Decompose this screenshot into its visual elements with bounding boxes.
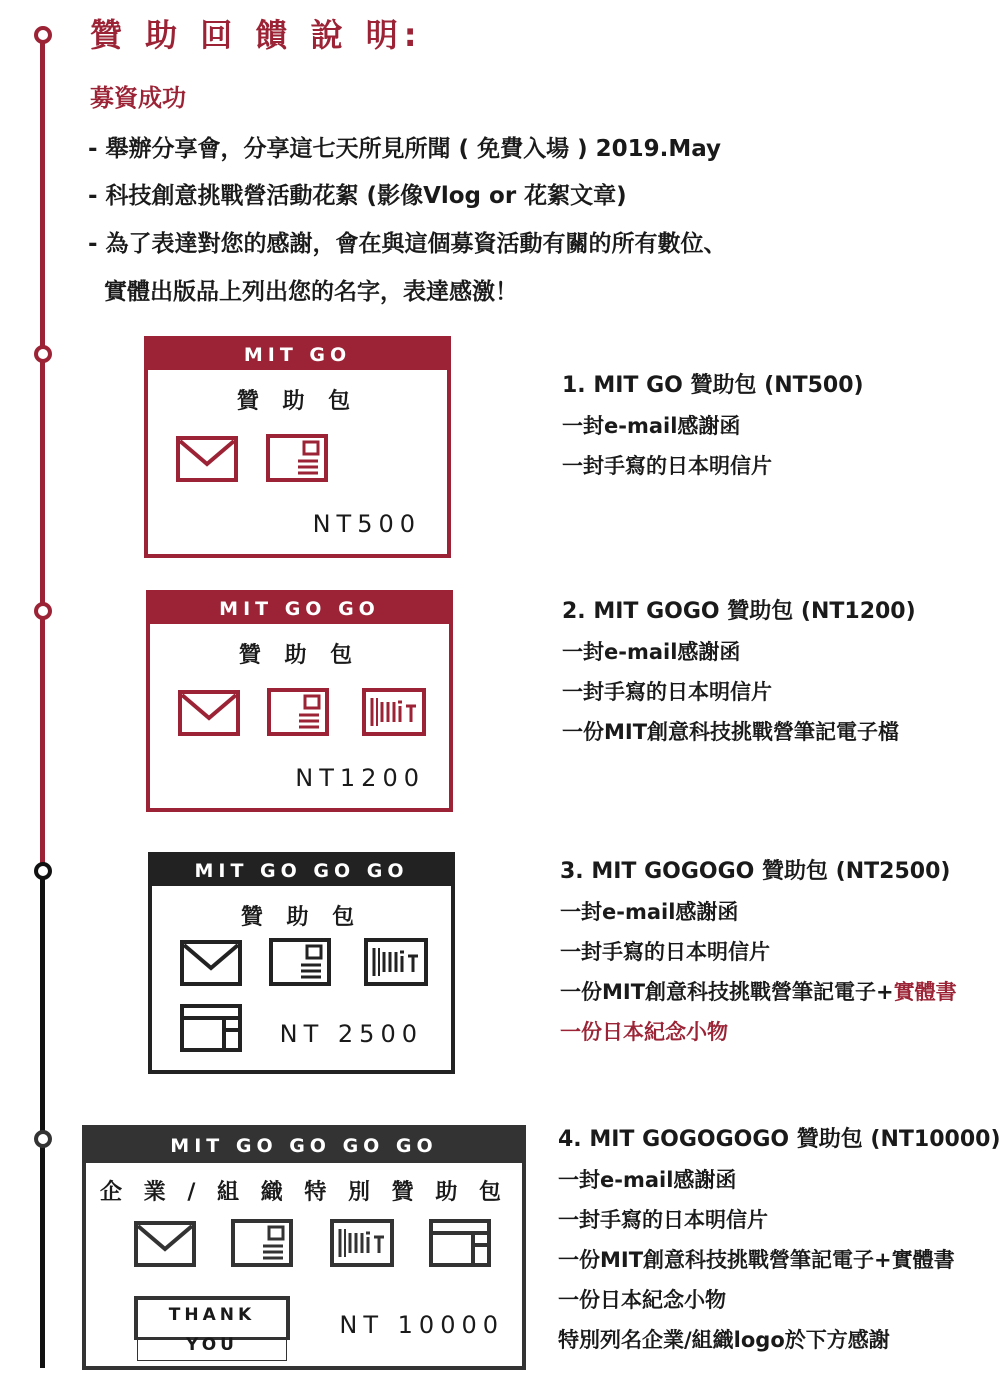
package-price: NT1200	[295, 764, 425, 792]
package-item-part: 一份MIT創意科技挑戰營筆記電子+	[560, 980, 894, 1004]
package-item-highlight: 實體書	[893, 980, 957, 1004]
envelope-icon	[176, 436, 238, 482]
package-card-mit-gogogo	[148, 852, 455, 1074]
timeline-node	[34, 862, 52, 880]
package-item: 一封e-mail感謝函	[562, 414, 741, 438]
package-item: 一封e-mail感謝函	[560, 900, 739, 924]
package-item: 一份日本紀念小物	[558, 1288, 726, 1312]
package-price: NT 10000	[339, 1311, 504, 1339]
page-title: 贊 助 回 饋 說 明:	[90, 16, 423, 54]
package-item: 一封手寫的日本明信片	[560, 940, 770, 964]
envelope-icon	[178, 690, 240, 736]
bullet-item: 實體出版品上列出您的名字，表達感激！	[104, 279, 518, 305]
package-title: 2. MIT GOGO 贊助包 (NT1200)	[562, 599, 916, 624]
package-price: NT 2500	[279, 1020, 423, 1048]
package-sub: 企 業 / 組 織 特 別 贊 助 包	[100, 1180, 508, 1205]
timeline-node	[34, 345, 52, 363]
package-item: 一封手寫的日本明信片	[562, 680, 772, 704]
timeline-red-segment	[40, 36, 45, 872]
bullet-item: - 科技創意挑戰營活動花絮 (影像Vlog or 花絮文章)	[88, 183, 627, 209]
package-head: MIT GO GO	[150, 594, 449, 624]
postcard-icon	[231, 1219, 293, 1267]
bullet-item: - 舉辦分享會，分享這七天所見所聞 ( 免費入場 ) 2019.May	[88, 136, 722, 162]
package-item	[560, 976, 957, 1006]
package-head: MIT GO GO GO	[152, 856, 451, 886]
postcard-icon	[266, 434, 328, 482]
mit-notebook-icon	[330, 1219, 394, 1267]
package-item: 特別列名企業/組織logo於下方感謝	[558, 1328, 890, 1352]
timeline-node	[34, 1130, 52, 1148]
thank-you-badge	[134, 1296, 290, 1355]
package-head: MIT GO GO GO GO	[86, 1129, 522, 1163]
souvenir-icon	[180, 1004, 242, 1052]
package-item-highlight: 一份日本紀念小物	[560, 1020, 728, 1044]
package-item: 一封手寫的日本明信片	[562, 454, 772, 478]
envelope-icon	[134, 1221, 196, 1267]
package-card-mit-go	[144, 336, 451, 558]
timeline-node	[34, 602, 52, 620]
thank-you-label: THANK YOU	[137, 1299, 287, 1361]
package-sub: 贊 助 包	[236, 389, 359, 414]
package-item: 一份MIT創意科技挑戰營筆記電子+實體書	[558, 1248, 955, 1272]
package-card-mit-gogogogo	[82, 1125, 526, 1370]
bullet-item: - 為了表達對您的感謝，會在與這個募資活動有關的所有數位、	[88, 231, 727, 257]
package-price: NT500	[312, 510, 421, 538]
package-card-mit-gogo	[146, 590, 453, 812]
package-item: 一份MIT創意科技挑戰營筆記電子檔	[562, 720, 900, 744]
package-title: 4. MIT GOGOGOGO 贊助包 (NT10000)	[558, 1127, 1001, 1152]
mit-notebook-icon	[362, 688, 426, 736]
postcard-icon	[269, 938, 331, 986]
package-item: 一封手寫的日本明信片	[558, 1208, 768, 1232]
package-head: MIT GO	[148, 340, 447, 370]
package-title: 1. MIT GO 贊助包 (NT500)	[562, 373, 864, 398]
timeline-dark-segment	[40, 872, 45, 1368]
envelope-icon	[180, 940, 242, 986]
section-subtitle: 募資成功	[90, 84, 186, 112]
mit-notebook-icon	[364, 938, 428, 986]
package-item: 一封e-mail感謝函	[562, 640, 741, 664]
souvenir-icon	[429, 1219, 491, 1267]
package-sub: 贊 助 包	[240, 905, 363, 930]
postcard-icon	[267, 688, 329, 736]
package-title: 3. MIT GOGOGO 贊助包 (NT2500)	[560, 859, 951, 884]
package-sub: 贊 助 包	[238, 643, 361, 668]
timeline-node	[34, 26, 52, 44]
package-item: 一封e-mail感謝函	[558, 1168, 737, 1192]
